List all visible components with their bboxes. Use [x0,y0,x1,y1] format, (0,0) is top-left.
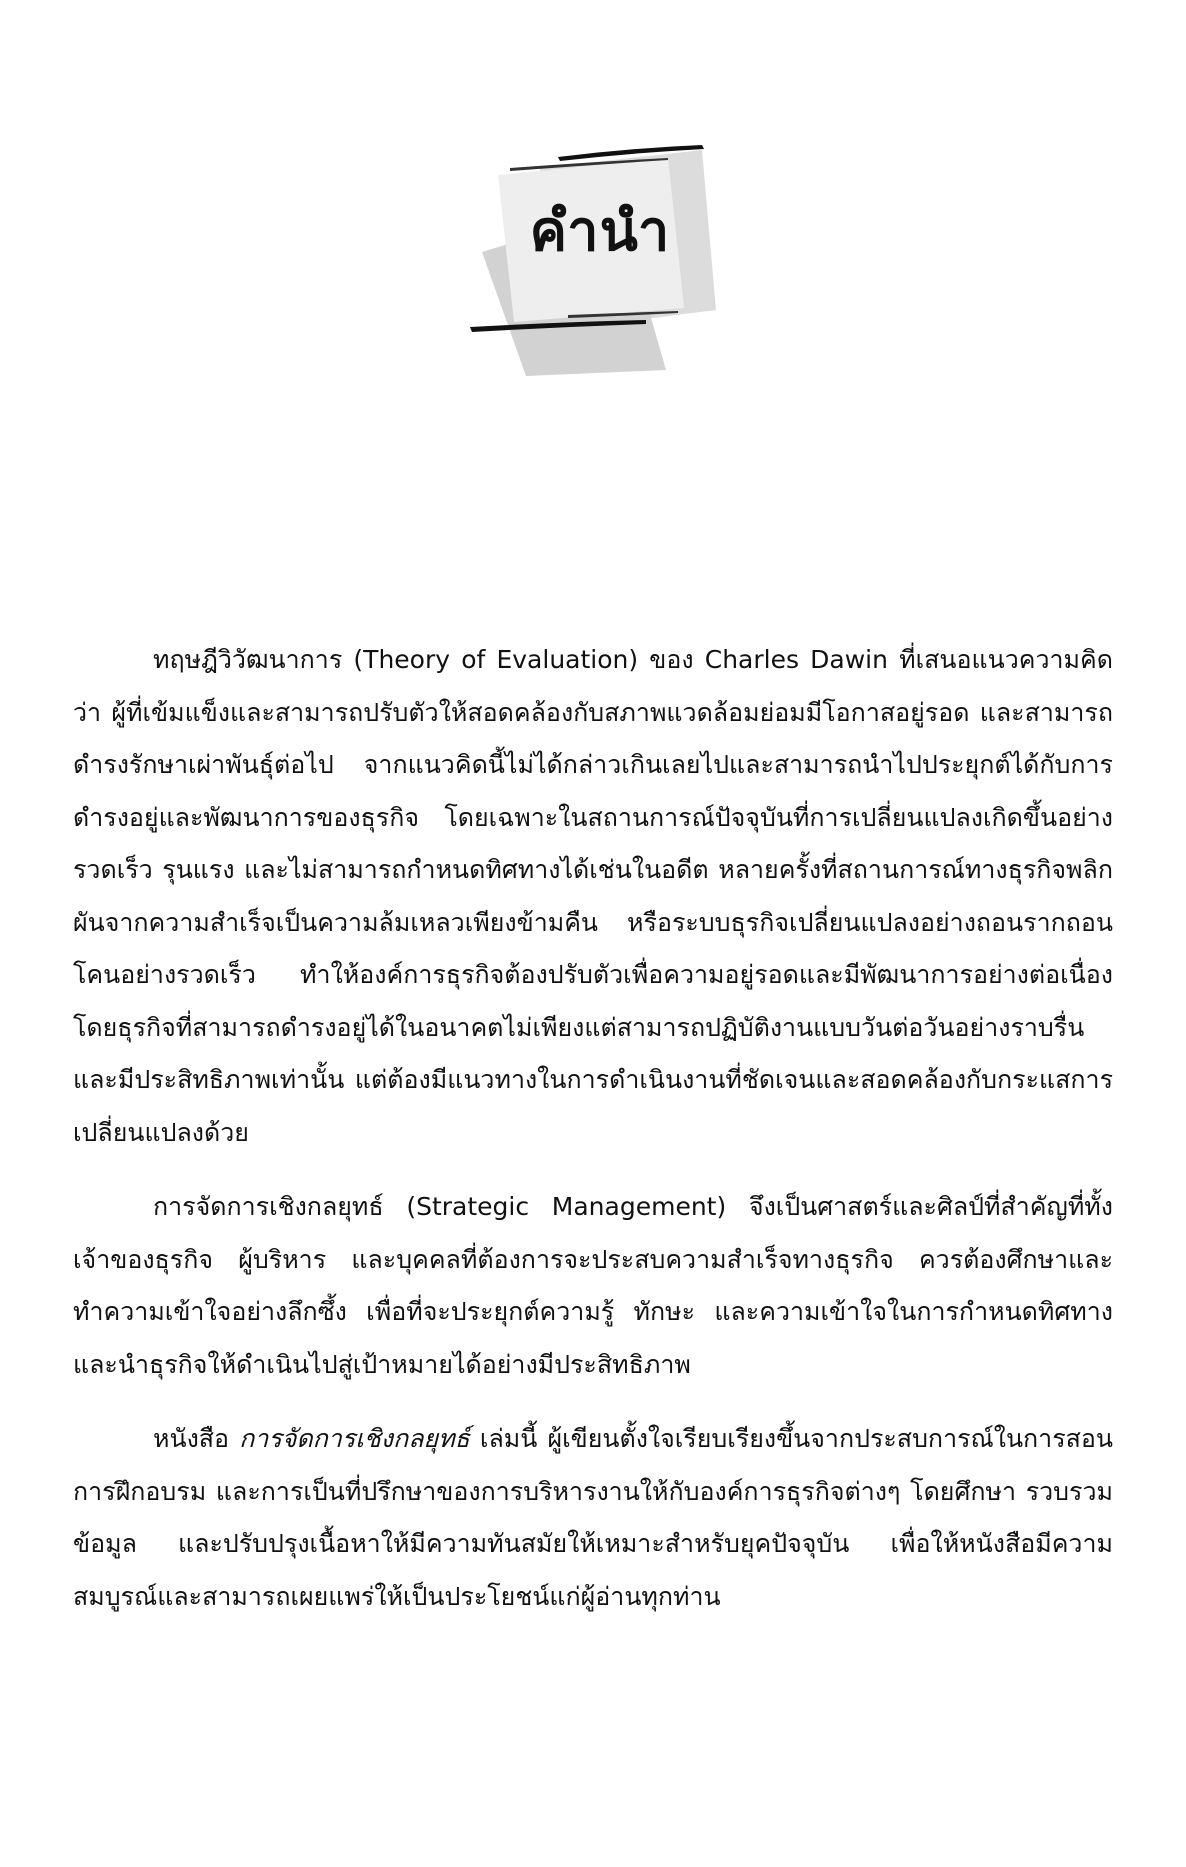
book-title: การจัดการเชิงกลยุทธ์ [239,1424,470,1453]
paragraph-3-rest: เล่มนี้ ผู้เขียนตั้งใจเรียบเรียงขึ้นจากประสบการณ์ในการสอน การฝึกอบรม และการเป็นที่ปรึกษาของการบริหารงานให้กับองค์การธุรกิจต่างๆ โดยศึกษา รวบรวมข้อมูล และปรับปรุงเนื้อหาให้มีความทันสมัยให้เหมาะสำหรับยุคปัจจุบัน เพื่อให้หนังสือมีความสมบูรณ์และสามารถเผยแพร่ให้เป็นประโยชน์แก่ผู้อ่านทุกท่าน [73,1424,1113,1611]
paragraph-3 [73,1413,1113,1623]
paragraph-2: การจัดการเชิงกลยุทธ์ (Strategic Management) จึงเป็นศาสตร์และศิลป์ที่สำคัญที่ทั้งเจ้าของธุรกิจ ผู้บริหาร และบุคคลที่ต้องการจะประสบความสำเร็จทางธุรกิจ ควรต้องศึกษาและทำความเข้าใจอย่างลึกซึ้ง เพื่อที่จะประยุกต์ความรู้ ทักษะ และความเข้าใจในการกำหนดทิศทางและนำธุรกิจให้ดำเนินไปสู่เป้าหมายได้อย่างมีประสิทธิภาพ [73,1192,1113,1379]
paragraph-3-intro: หนังสือ [153,1424,240,1453]
paragraph-1: ทฤษฎีวิวัฒนาการ (Theory of Evaluation) ของ Charles Dawin ที่เสนอแนวความคิดว่า ผู้ที่เข้มแข็งและสามารถปรับตัวให้สอดคล้องกับสภาพแวดล้อมย่อมมีโอกาสอยู่รอด และสามารถดำรงรักษาเผ่าพันธุ์ต่อไป จากแนวคิดนี้ไม่ได้กล่าวเกินเลยไปและสามารถนำไปประยุกต์ได้กับการดำรงอยู่และพัฒนาการของธุรกิจ โดยเฉพาะในสถานการณ์ปัจจุบันที่การเปลี่ยนแปลงเกิดขึ้นอย่างรวดเร็ว รุนแรง และไม่สามารถกำหนดทิศทางได้เช่นในอดีต หลายครั้งที่สถานการณ์ทางธุรกิจพลิกผันจากความสำเร็จเป็นความล้มเหลวเพียงข้ามคืน หรือระบบธุรกิจเปลี่ยนแปลงอย่างถอนรากถอนโคนอย่างรวดเร็ว ทำให้องค์การธุรกิจต้องปรับตัวเพื่อความอยู่รอดและมีพัฒนาการอย่างต่อเนื่อง โดยธุรกิจที่สามารถดำรงอยู่ได้ในอนาคตไม่เพียงแต่สามารถปฏิบัติงานแบบวันต่อวันอย่างราบรื่นและมีประสิทธิภาพเท่านั้น แต่ต้องมีแนวทางในการดำเนินงานที่ชัดเจนและสอดคล้องกับกระแสการเปลี่ยนแปลงด้วย [73,645,1113,1147]
page-title: คำนำ [529,199,671,264]
foreword-body [73,634,1113,1645]
title-emblem [470,140,730,380]
